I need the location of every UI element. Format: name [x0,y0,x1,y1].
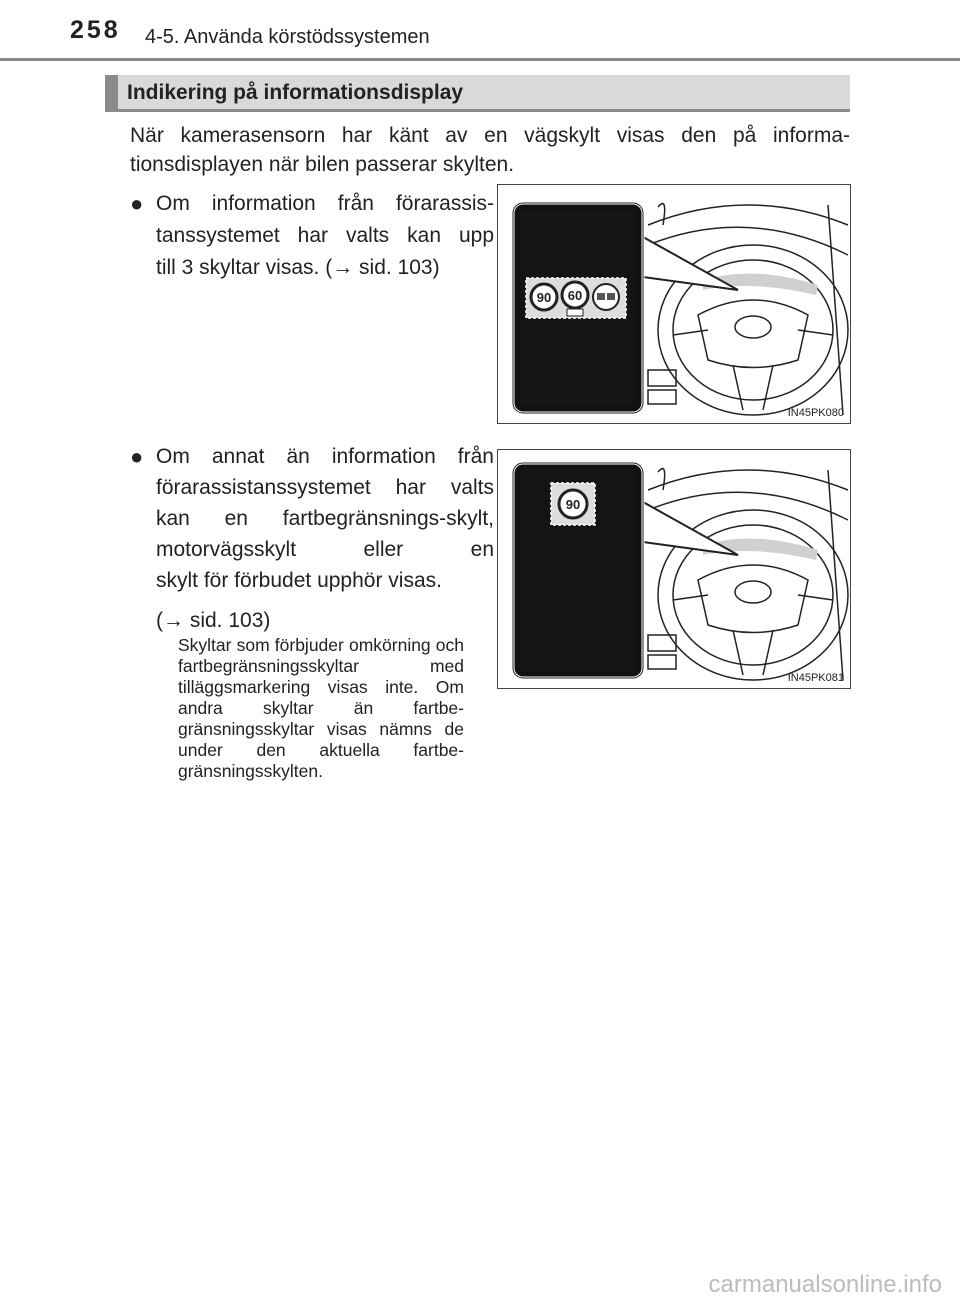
bullet-dot: ● [130,444,144,469]
section-title: Indikering på informationsdisplay [127,81,464,104]
bullet-text-main: Om information från förarassis-tanssystemet har valts kan upp [156,192,494,247]
dashboard-illustration [498,450,850,688]
svg-text:60: 60 [567,288,583,303]
note-paragraph: Skyltar som förbjuder omkörning och fartbegränsningsskyltar med tilläggsmarkering visas inte. Om andra skyltar än fartbe-gränsningsskyltar visas nämns de under den aktuella fartbe-gränsningsskylten. [178,635,464,781]
page-reference: (→ sid. 103) [156,609,271,632]
bullet-text-last: till 3 skyltar visas. (→ sid. 103) [156,256,440,279]
svg-text:90: 90 [536,290,552,305]
page-number: 258 [70,16,121,44]
bullet-text [156,441,494,636]
section-heading-tab [105,75,118,112]
bullet-text-last: skylt för förbudet upphör visas. [156,569,442,592]
svg-text:90: 90 [565,497,581,512]
header-divider [0,58,960,61]
figure-code: IN45PK080 [787,407,844,419]
watermark: carmanualsonline.info [708,1271,942,1298]
section-heading-bar [105,75,850,112]
figure-code: IN45PK081 [787,672,844,684]
dashboard-illustration [498,185,850,423]
bullet-text [156,188,494,284]
intro-paragraph: När kamerasensorn har känt av en vägskylt visas den på informa-tionsdisplayen när bilen passerar skylten. [130,124,850,176]
bullet-text-main: Om annat än information från förarassistanssystemet har valts kan en fartbegränsnings-skylt, motorvägsskylt eller en [156,445,494,561]
bullet-dot: ● [130,191,144,216]
illustration-dashboard-one-sign [497,449,851,689]
chapter-heading: 4-5. Använda körstödssystemen [145,26,430,48]
illustration-dashboard-three-signs [497,184,851,424]
